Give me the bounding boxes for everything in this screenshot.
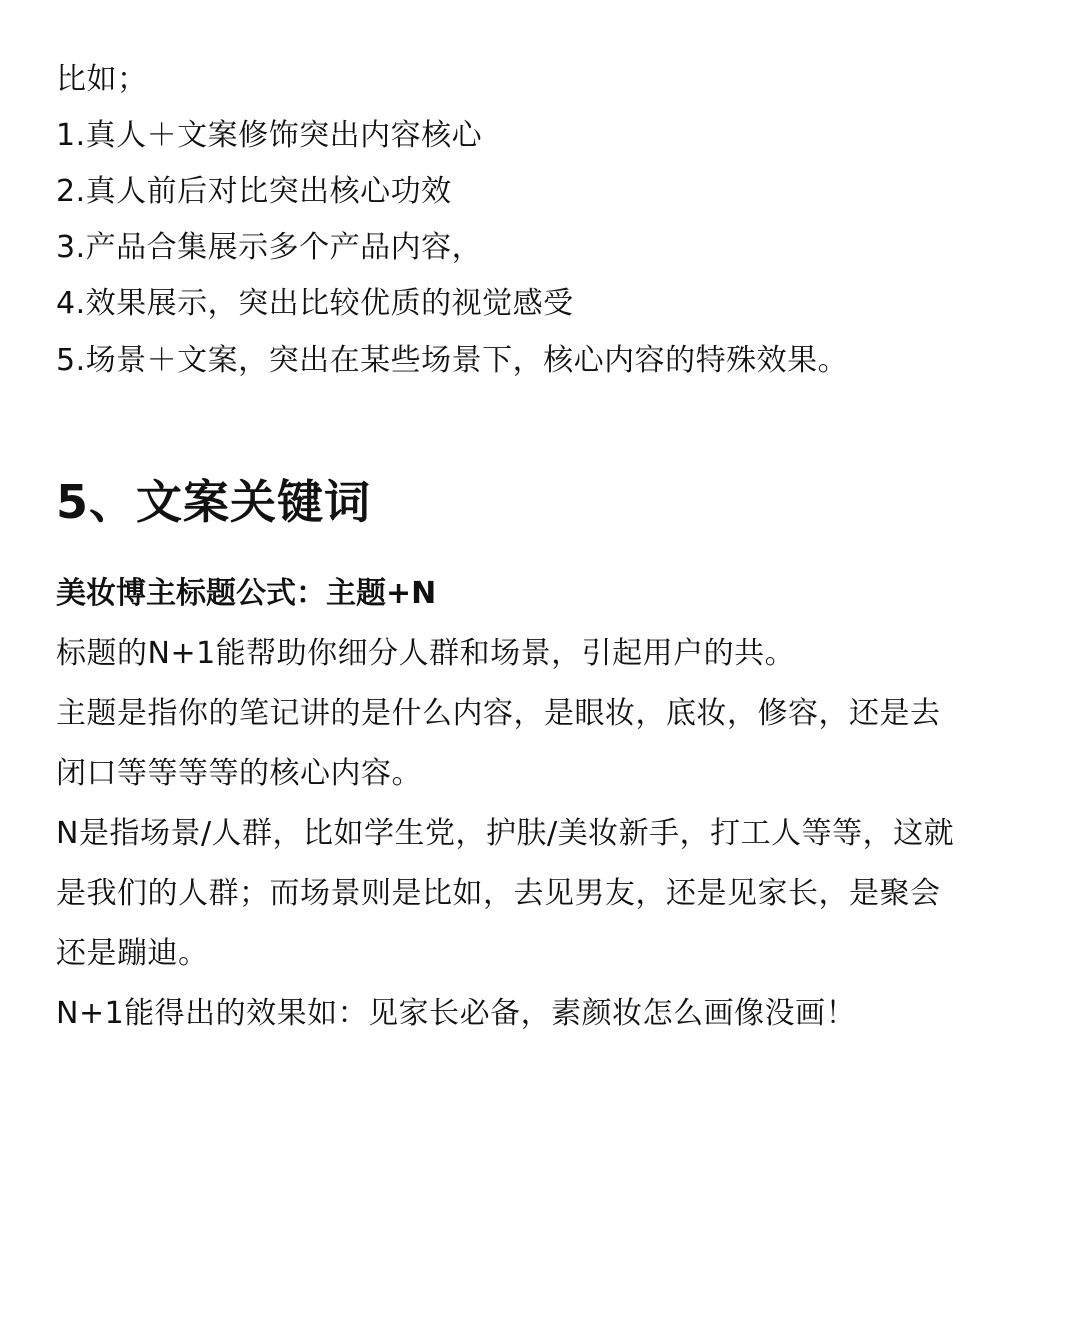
list-item: 4.效果展示，突出比较优质的视觉感受: [56, 286, 574, 321]
list-item: 1.真人＋文案修饰突出内容核心: [56, 118, 483, 153]
paragraph-line: 闭口等等等等的核心内容。: [56, 756, 422, 791]
paragraph-line: N+1能得出的效果如：见家长必备，素颜妆怎么画像没画！: [56, 996, 857, 1031]
list-item: 2.真人前后对比突出核心功效: [56, 174, 452, 209]
section-heading: 5、文案关键词: [56, 475, 372, 529]
list-item: 3.产品合集展示多个产品内容，: [56, 230, 483, 265]
paragraph-line: 主题是指你的笔记讲的是什么内容，是眼妆，底妆，修容，还是去: [56, 696, 941, 731]
paragraph-line: 是我们的人群；而场景则是比如，去见男友，还是见家长，是聚会: [56, 876, 941, 911]
paragraph-line: 还是蹦迪。: [56, 936, 209, 971]
paragraph-line: 标题的N+1能帮助你细分人群和场景，引起用户的共。: [56, 636, 796, 671]
formula-title: 美妆博主标题公式：主题+N: [56, 576, 437, 611]
list-item: 5.场景＋文案，突出在某些场景下，核心内容的特殊效果。: [56, 343, 849, 378]
paragraph-line: N是指场景/人群，比如学生党，护肤/美妆新手，打工人等等，这就: [56, 816, 955, 851]
intro-lead: 比如；: [56, 62, 148, 97]
